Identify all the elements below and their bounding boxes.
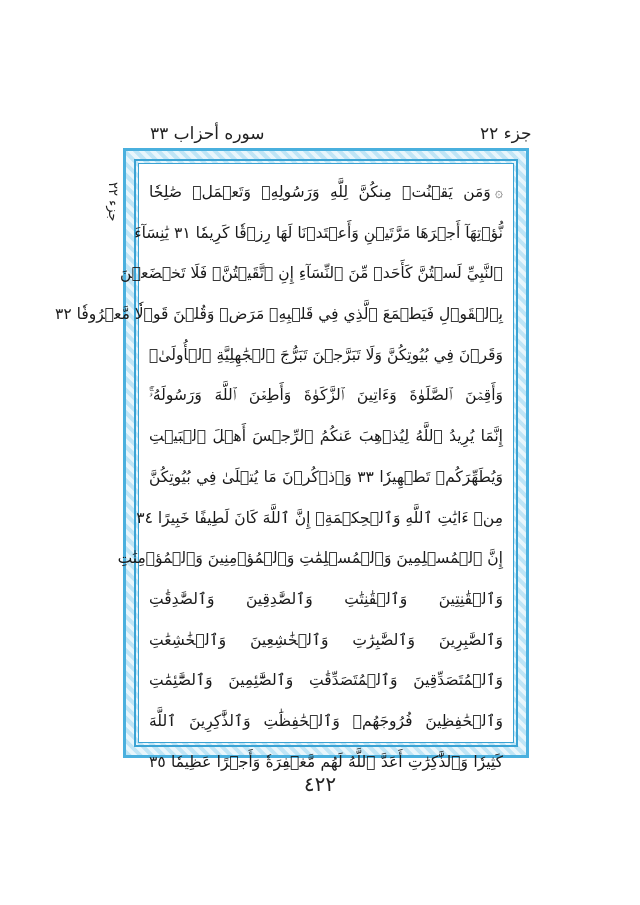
verse-line-7: إِنَّمَا يُرِيدُ ٱللَّهُ لِيُذۡهِبَ عَنكُمُ ٱلرِّجۡسَ أَهۡلَ ٱلۡبَيۡتِ xyxy=(149,427,503,446)
verse-line-10: إِنَّ ٱلۡمُسۡلِمِينَ وَٱلۡمُسۡلِمَٰتِ وَٱلۡمُؤۡمِنِينَ وَٱلۡمُؤۡمِنَٰتِ xyxy=(117,549,503,568)
verse-line-text: وَمَن يَقۡنُتۡ مِنكُنَّ لِلَّهِ وَرَسُولِهِۦ وَتَعۡمَلۡ صَٰلِحٗا xyxy=(149,183,491,201)
verse-line-8: وَيُطَهِّرَكُمۡ تَطۡهِيرٗا ٣٣ وَٱذۡكُرۡنَ مَا يُتۡلَىٰ فِي بُيُوتِكُنَّ xyxy=(149,467,503,486)
verse-line-12: وَٱلصَّٰبِرِينَ وَٱلصَّٰبِرَٰتِ وَٱلۡخَٰشِعِينَ وَٱلۡخَٰشِعَٰتِ xyxy=(149,630,503,649)
verse-line-1 xyxy=(149,172,503,213)
verse-line-5: وَقَرۡنَ فِي بُيُوتِكُنَّ وَلَا تَبَرَّجۡنَ تَبَرُّجَ ٱلۡجَٰهِلِيَّةِ ٱلۡأُولَىٰۖ xyxy=(149,345,503,364)
verse-line-6: وَأَقِمۡنَ ٱلصَّلَوٰةَ وَءَاتِينَ ٱلزَّكَوٰةَ وَأَطِعۡنَ ٱللَّهَ وَرَسُولَهُۥٓۚ xyxy=(149,386,503,405)
verse-line-4: بِٱلۡقَوۡلِ فَيَطۡمَعَ ٱلَّذِي فِي قَلۡبِهِۦ مَرَضٞ وَقُلۡنَ قَوۡلٗا مَّعۡرُوفٗا ٣٢ xyxy=(55,305,503,324)
rub-el-hizb-icon: ۞ xyxy=(494,185,503,201)
surah-label: سوره أحزاب ٣٣ xyxy=(150,124,265,144)
verse-line-11: وَٱلۡقَٰنِتِينَ وَٱلۡقَٰنِتَٰتِ وَٱلصَّٰدِقِينَ وَٱلصَّٰدِقَٰتِ xyxy=(149,589,503,608)
juz-side-note: جزء ٢٢ xyxy=(105,182,120,222)
juz-label: جزء ٢٢ xyxy=(480,124,532,144)
verse-line-14: وَٱلۡحَٰفِظِينَ فُرُوجَهُمۡ وَٱلۡحَٰفِظَٰتِ وَٱلذَّٰكِرِينَ ٱللَّهَ xyxy=(149,711,503,730)
page-number: ٤٢٢ xyxy=(303,772,337,796)
verse-line-9: مِنۡ ءَايَٰتِ ٱللَّهِ وَٱلۡحِكۡمَةِۚ إِنَّ ٱللَّهَ كَانَ لَطِيفًا خَبِيرًا ٣٤ xyxy=(136,508,503,527)
verse-line-15: كَثِيرٗا وَٱلذَّٰكِرَٰتِ أَعَدَّ ٱللَّهُ لَهُم مَّغۡفِرَةٗ وَأَجۡرًا عَظِيمٗا ٣٥ xyxy=(149,752,503,771)
verse-line-3: ٱلنَّبِيِّ لَسۡتُنَّ كَأَحَدٖ مِّنَ ٱلنِّسَآءِ إِنِ ٱتَّقَيۡتُنَّۚ فَلَا تَخۡضَعۡنَ xyxy=(119,264,503,283)
verse-line-2: نُّؤۡتِهَآ أَجۡرَهَا مَرَّتَيۡنِ وَأَعۡتَدۡنَا لَهَا رِزۡقٗا كَرِيمٗا ٣١ يَٰنِسَآءَ xyxy=(134,223,503,242)
verse-line-13: وَٱلۡمُتَصَدِّقِينَ وَٱلۡمُتَصَدِّقَٰتِ وَٱلصَّٰٓئِمِينَ وَٱلصَّٰٓئِمَٰتِ xyxy=(149,671,503,690)
